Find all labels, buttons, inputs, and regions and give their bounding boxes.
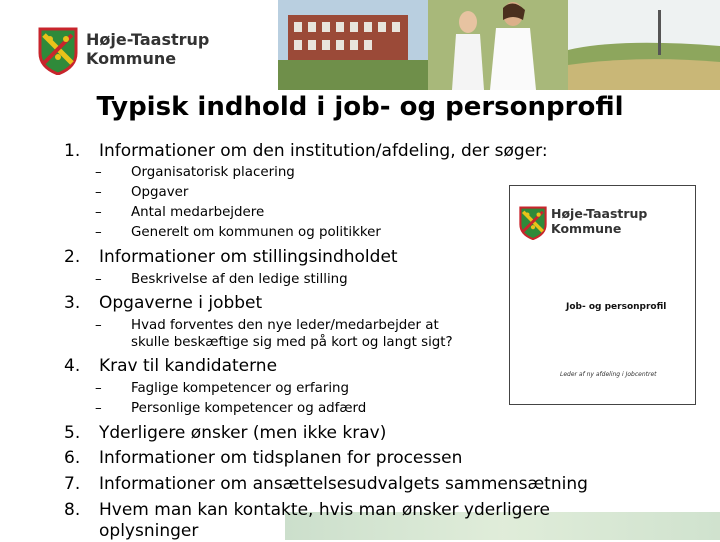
job-profile-document-thumbnail [509,185,696,405]
card-title: Job- og personprofil [566,302,667,312]
item-text: Informationer om tidsplanen for processen [99,448,463,468]
item-text: Informationer om ansættelsesudvalgets sammensætning [99,474,588,494]
item-number: 8. [64,500,81,520]
item-number: 2. [64,247,81,267]
item-text-continued: oplysninger [99,521,199,541]
item-number: 3. [64,293,81,313]
municipal-shield-icon [519,206,547,240]
item-text: Informationer om den institution/afdeling, der søger: [99,141,548,161]
photo-collage-image [278,0,720,90]
item-text: Informationer om stillingsindholdet [99,247,398,267]
item-number: 7. [64,474,81,494]
logo-line1: Høje-Taastrup [86,30,210,49]
item-text: Opgaverne i jobbet [99,293,263,313]
municipal-shield-icon [38,27,78,75]
item-number: 6. [64,448,81,468]
item-number: 5. [64,423,81,443]
item-text: Yderligere ønsker (men ikke krav) [99,423,387,443]
item-text: Krav til kandidaterne [99,356,278,376]
card-subtitle: Leder af ny afdeling i Jobcentret [560,371,657,378]
item-number: 4. [64,356,81,376]
header-photo-strip [278,0,720,90]
card-logo-text: Høje-Taastrup Kommune [551,206,648,236]
page-title: Typisk indhold i job- og personprofil [96,92,624,122]
logo-line2: Kommune [86,49,177,68]
municipality-logo [38,27,238,77]
item-number: 1. [64,141,81,161]
item-text: Hvem man kan kontakte, hvis man ønsker yderligere [99,500,551,520]
